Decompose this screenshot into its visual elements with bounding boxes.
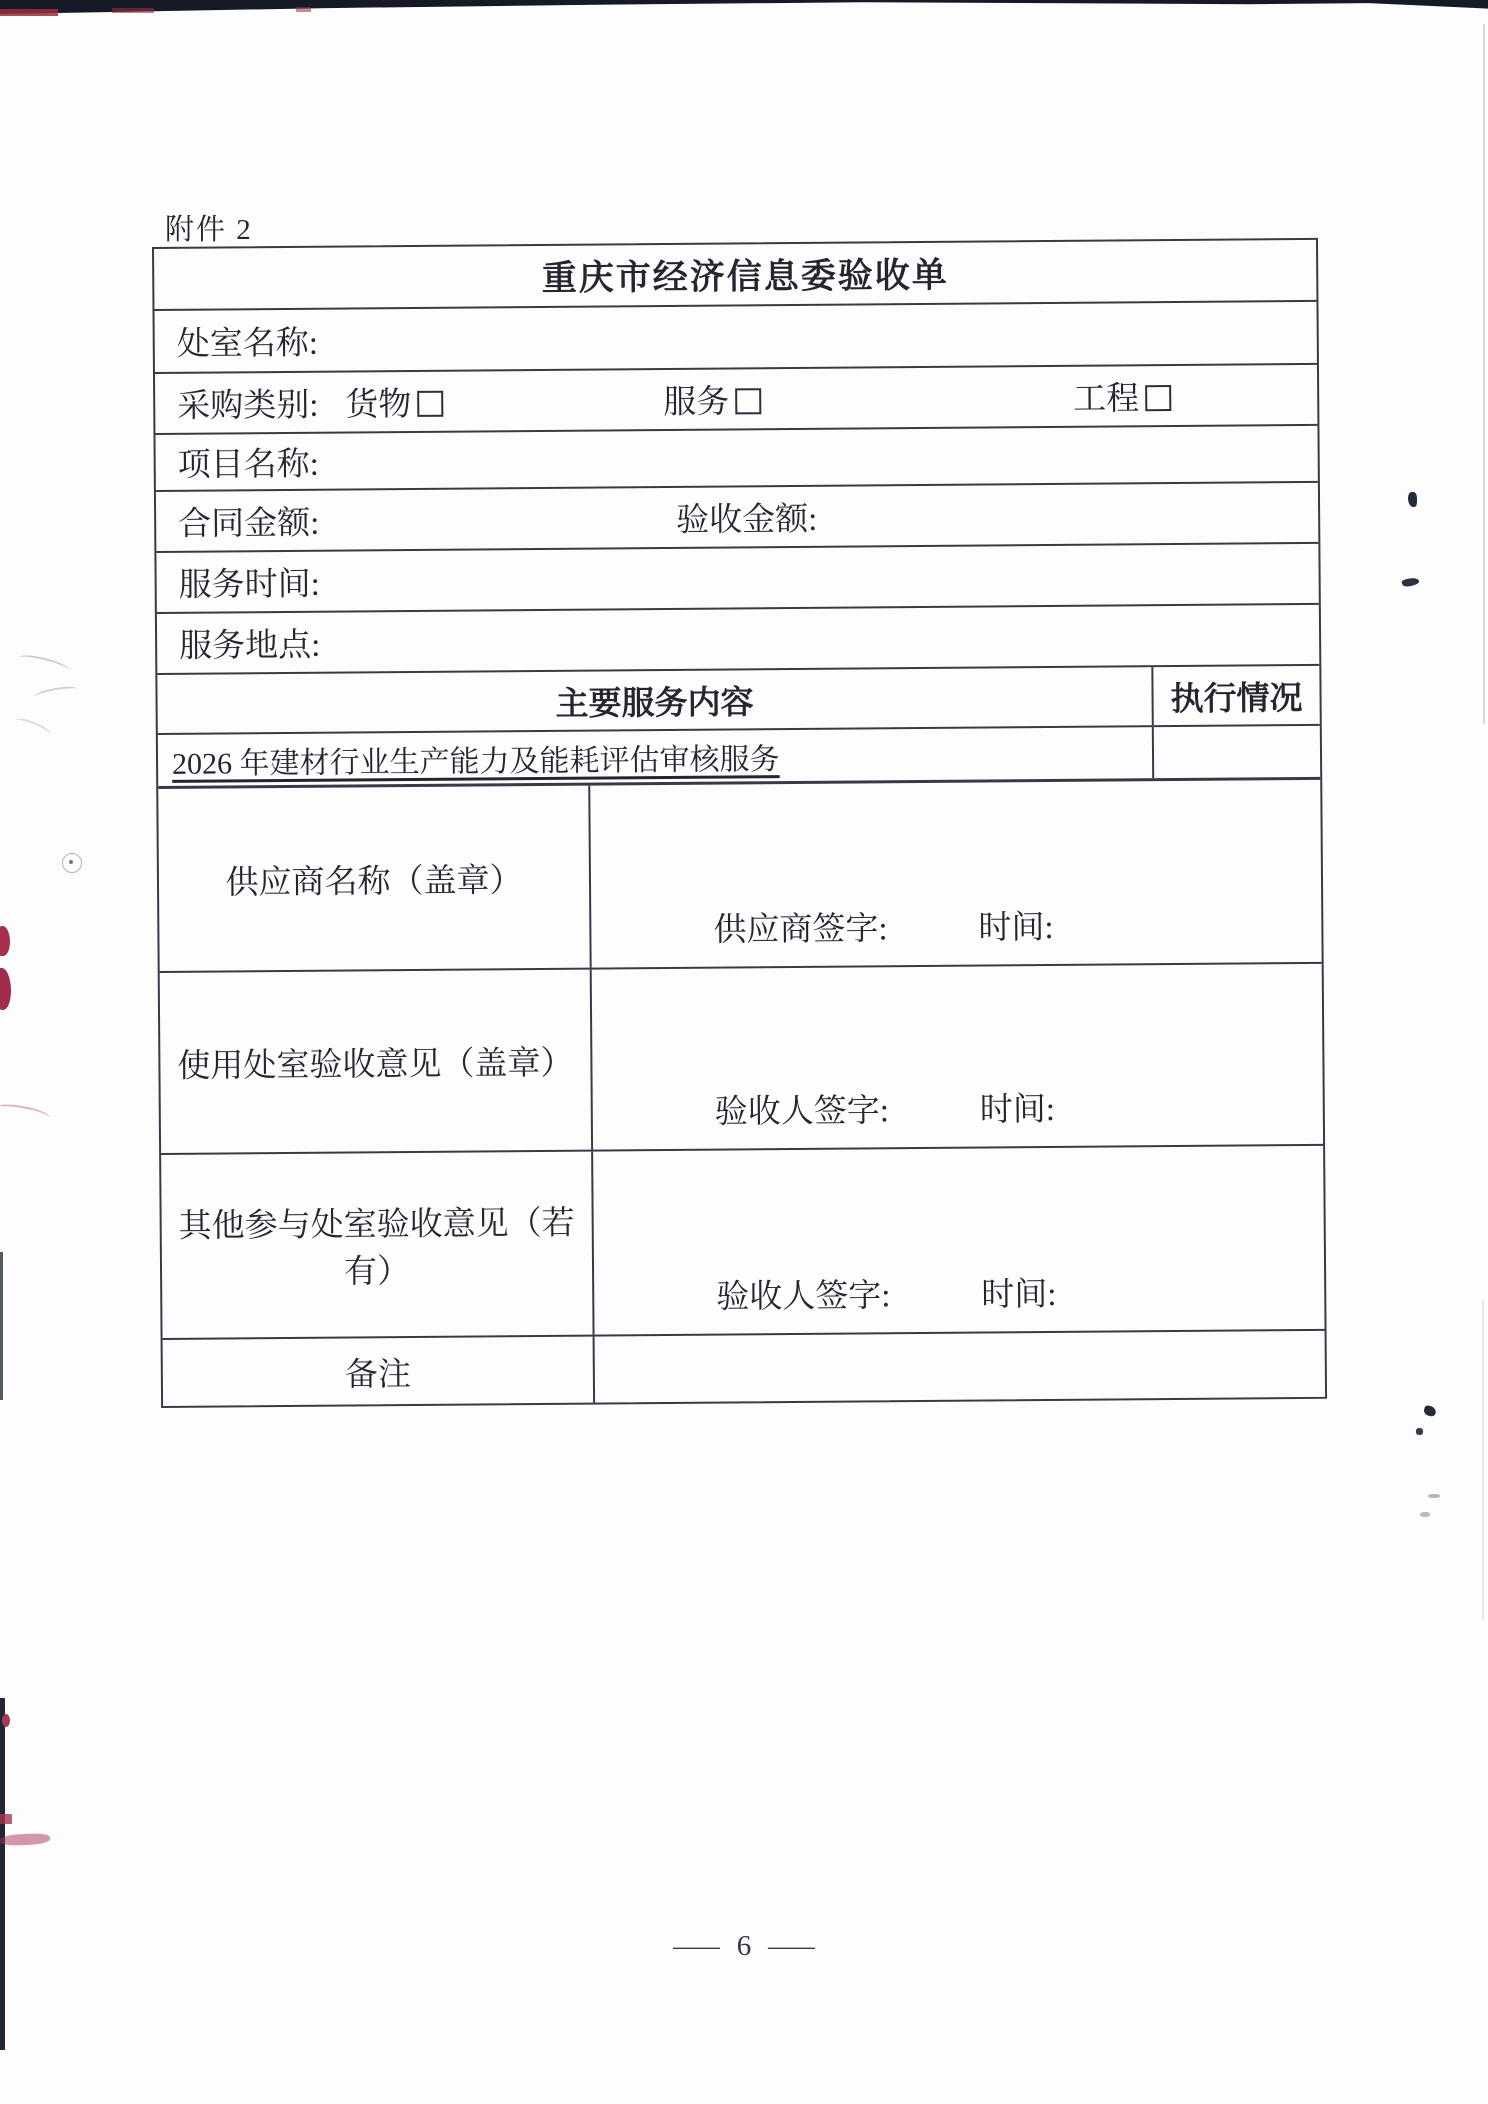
category-option-service: [663, 375, 761, 423]
category-option-goods: [345, 378, 443, 426]
other-office-label-cell: [161, 1152, 594, 1338]
supplier-name-label-cell: [158, 786, 591, 971]
ink-speck: [1401, 576, 1420, 589]
service-item-text: 2026 年建材行业生产能力及能耗评估审核服务: [171, 742, 780, 781]
checkbox-engineering-icon: [1145, 385, 1171, 411]
other-office-section-row: [161, 1146, 1324, 1340]
content-header-row: [157, 666, 1319, 735]
using-office-label: 使用处室验收意见（盖章）: [177, 1045, 574, 1085]
form-title: 重庆市经济信息委验收单: [541, 255, 949, 298]
scan-red-mark: [296, 7, 311, 12]
pencil-circled-dot: [62, 853, 82, 873]
pencil-smudge: [17, 652, 70, 676]
pencil-smudge: [14, 715, 53, 739]
remark-label: 备注: [344, 1356, 412, 1394]
acceptance-form-table: [152, 238, 1327, 1408]
acceptor-time-label: 时间:: [979, 1091, 1056, 1129]
red-ink-mark: [0, 1814, 12, 1824]
contract-amount-label: 合同金额:: [178, 505, 320, 543]
category-label: 采购类别:: [177, 387, 319, 425]
field-row-department: [155, 302, 1317, 374]
red-ink-streak: [0, 1833, 50, 1847]
pink-smudge: [0, 1101, 51, 1125]
supplier-section-row: [158, 780, 1321, 973]
other-office-signature-cell: [593, 1146, 1324, 1335]
service-label: 服务: [663, 384, 730, 421]
project-label: 项目名称:: [177, 446, 320, 484]
supplier-time-label: 时间:: [978, 909, 1054, 947]
red-ink-dot: [2, 1714, 10, 1727]
goods-label: 货物: [345, 386, 412, 424]
ink-speck: [1408, 492, 1417, 507]
category-option-engineering: [1073, 372, 1171, 420]
ink-speck: [1428, 1494, 1440, 1498]
execution-header: 执行情况: [1170, 680, 1303, 718]
using-office-section-row: [160, 964, 1323, 1155]
checkbox-service-icon: [735, 388, 761, 414]
other-office-label: 其他参与处室验收意见（若有）: [178, 1205, 575, 1291]
service-location-label: 服务地点:: [178, 627, 321, 665]
department-label: 处室名称:: [176, 325, 319, 363]
remark-row: [163, 1331, 1325, 1406]
red-ink-blot: [0, 926, 10, 956]
content-header: 主要服务内容: [555, 684, 754, 723]
scan-edge-line: [1482, 1300, 1484, 1620]
acceptance-amount-label: 验收金额:: [676, 501, 818, 539]
field-row-project: [155, 426, 1317, 492]
acceptor-sign-label: 验收人签字:: [714, 1093, 890, 1131]
ink-speck: [1416, 1428, 1423, 1435]
page-number-dash-right: —: [768, 1930, 815, 1962]
page-number: [0, 1930, 1488, 1963]
service-item-cell: [158, 727, 1154, 786]
scan-edge-shadow: [0, 0, 1488, 14]
ink-speck: [1420, 1512, 1430, 1517]
service-time-label: 服务时间:: [178, 566, 320, 604]
scan-edge-line: [1483, 24, 1485, 724]
checkbox-goods-icon: [417, 391, 443, 417]
attachment-label: 附件 2: [165, 214, 253, 246]
scan-edge-line: [0, 1698, 5, 2050]
field-row-category: [155, 365, 1317, 435]
red-ink-blot: [0, 968, 11, 1010]
execution-status-cell: [1154, 726, 1320, 778]
page-number-dash-left: —: [673, 1930, 720, 1962]
ink-speck: [1423, 1405, 1437, 1417]
form-title-row: [154, 240, 1316, 311]
acceptor-time-label-2: 时间:: [981, 1276, 1057, 1314]
field-row-service-location: [157, 605, 1319, 675]
using-office-signature-cell: [592, 964, 1323, 1150]
page-number-value: 6: [736, 1930, 752, 1962]
remark-content-cell: [595, 1331, 1325, 1403]
supplier-signature-cell: [590, 780, 1321, 968]
scan-red-mark: [0, 9, 58, 16]
field-row-service-time: [156, 544, 1318, 614]
content-header-cell: [157, 667, 1153, 733]
remark-label-cell: [163, 1337, 596, 1406]
using-office-label-cell: [160, 970, 593, 1153]
supplier-name-label: 供应商名称（盖章）: [225, 862, 523, 901]
scan-edge-line: [0, 1252, 3, 1400]
service-item-row: [158, 726, 1320, 789]
execution-header-cell: [1153, 666, 1319, 725]
engineering-label: 工程: [1073, 381, 1140, 418]
field-row-amounts: [156, 483, 1318, 553]
scan-red-mark: [112, 8, 154, 13]
pencil-smudge: [33, 684, 78, 701]
supplier-sign-label: 供应商签字:: [713, 911, 888, 949]
acceptor-sign-label-2: 验收人签字:: [716, 1278, 891, 1316]
